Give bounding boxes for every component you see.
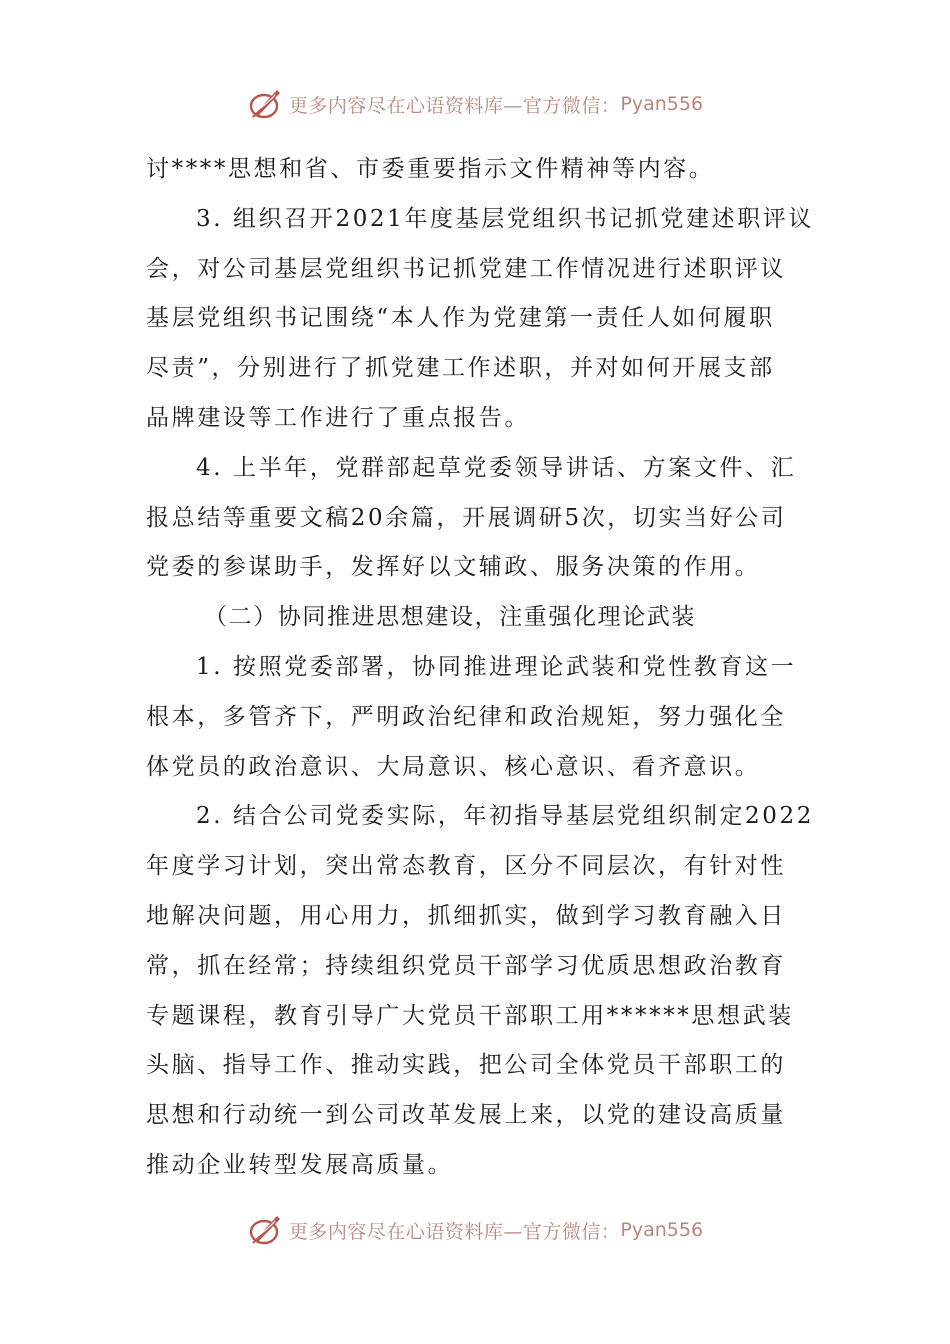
watermark-wechat-id: Pyan556 — [620, 93, 704, 115]
text-line: 体党员的政治意识、大局意识、核心意识、看齐意识。 — [146, 753, 761, 780]
text-line: 专题课程，教育引导广大党员干部职工用******思想武装 — [146, 1002, 794, 1029]
text-line: 1. 按照党委部署，协同推进理论武装和党性教育这一 — [196, 653, 797, 680]
watermark-wechat-id: Pyan556 — [620, 1219, 704, 1241]
text-line: 年度学习计划，突出常态教育，区分不同层次，有针对性 — [146, 853, 786, 880]
quill-logo-icon — [247, 84, 287, 124]
section-heading: （二）协同推进思想建设，注重强化理论武装 — [204, 604, 696, 631]
text-line: 3. 组织召开2021年度基层党组织书记抓党建述职评议 — [196, 205, 814, 232]
text-line: 头脑、指导工作、推动实践，把公司全体党员干部职工的 — [146, 1052, 786, 1079]
watermark-header — [0, 84, 950, 124]
text-line: 常，抓在经常；持续组织党员干部学习优质思想政治教育 — [146, 952, 786, 979]
text-line: 地解决问题，用心用力，抓细抓实，做到学习教育融入日 — [146, 902, 786, 929]
document-body — [146, 145, 814, 1191]
text-line: 根本，多管齐下，严明政治纪律和政治规矩，努力强化全 — [146, 703, 786, 730]
text-line: 2. 结合公司党委实际，年初指导基层党组织制定2022 — [196, 803, 814, 830]
text-line: 4. 上半年，党群部起草党委领导讲话、方案文件、汇 — [196, 454, 797, 481]
text-line: 尽责”，分别进行了抓党建工作述职，并对如何开展支部 — [146, 355, 775, 382]
text-line: 推动企业转型发展高质量。 — [146, 1151, 454, 1178]
text-line: 党委的参谋助手，发挥好以文辅政、服务决策的作用。 — [146, 554, 761, 581]
watermark-text: 更多内容尽在心语资料库—官方微信： — [288, 94, 621, 117]
text-line: 讨****思想和省、市委重要指示文件精神等内容。 — [146, 156, 715, 182]
text-line: 基层党组织书记围绕“本人作为党建第一责任人如何履职 — [146, 305, 775, 332]
watermark-footer — [0, 1210, 950, 1250]
text-line: 报总结等重要文稿20余篇，开展调研5次，切实当好公司 — [146, 504, 787, 531]
quill-logo-icon — [247, 1210, 287, 1250]
watermark-text: 更多内容尽在心语资料库—官方微信： — [288, 1220, 621, 1243]
text-line: 会，对公司基层党组织书记抓党建工作情况进行述职评议 — [146, 255, 786, 282]
text-line: 品牌建设等工作进行了重点报告。 — [146, 404, 530, 431]
text-line: 思想和行动统一到公司改革发展上来，以党的建设高质量 — [146, 1102, 786, 1129]
